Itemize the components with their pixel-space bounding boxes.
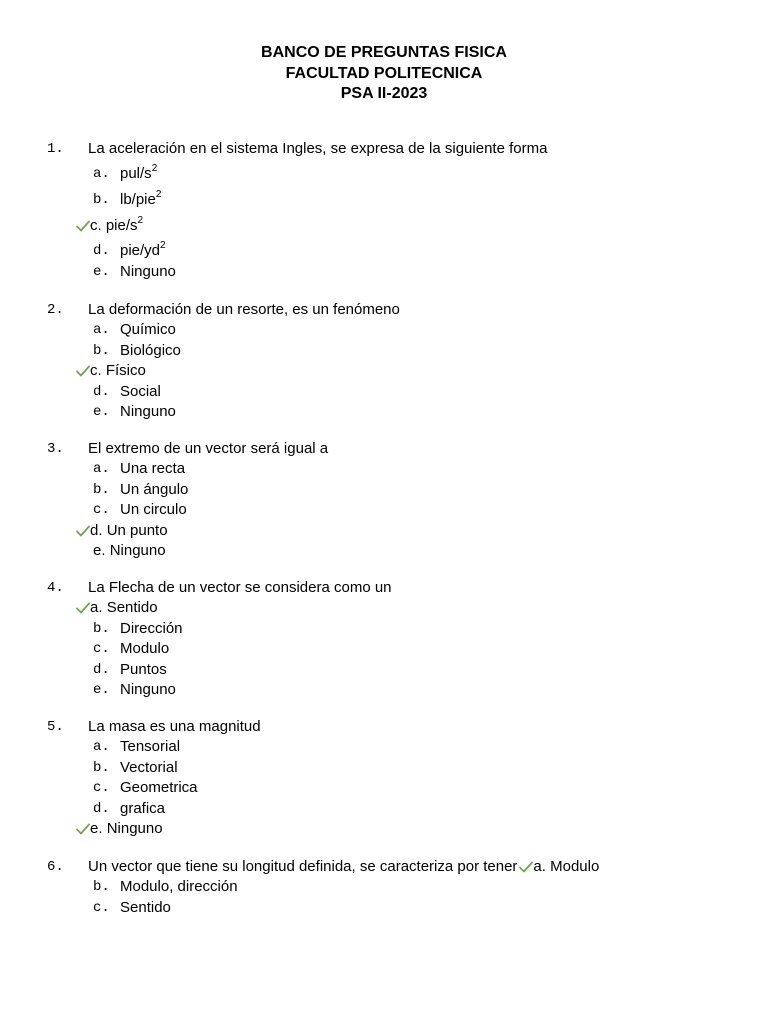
- option-text: pie/yd: [120, 242, 161, 260]
- option-text: Ninguno: [120, 262, 176, 280]
- option-letter: d.: [93, 383, 110, 400]
- option-superscript: 2: [137, 214, 144, 226]
- question-text: [88, 139, 547, 159]
- question-number: 3.: [47, 441, 64, 457]
- option-letter: c.: [93, 780, 110, 797]
- correct-answer: [76, 521, 168, 541]
- option-letter: d.: [93, 243, 110, 260]
- option-text: pul/s: [120, 165, 152, 183]
- option-letter: e.: [93, 541, 106, 559]
- question-block: [0, 857, 768, 918]
- question-line: [0, 717, 768, 737]
- option-text-wrap: [120, 758, 178, 778]
- correct-answer: [76, 361, 146, 381]
- option-letter: e.: [93, 681, 110, 698]
- checkmark-icon: [519, 861, 533, 873]
- option-text-wrap: [120, 877, 238, 897]
- option-letter: b.: [93, 481, 110, 498]
- option-text: lb/pie: [120, 190, 156, 208]
- answer-option: [0, 758, 768, 778]
- question-line: [0, 300, 768, 320]
- question-line: [0, 578, 768, 598]
- option-letter: a.: [533, 858, 546, 875]
- answer-option: [0, 877, 768, 897]
- option-text-wrap: [120, 660, 167, 680]
- option-letter: b.: [93, 759, 110, 776]
- question-text-content: La deformación de un resorte, es un fenómeno: [88, 301, 400, 318]
- inline-correct-option: [519, 857, 599, 877]
- question-text-content: La masa es una magnitud: [88, 718, 261, 735]
- option-text-wrap: [120, 459, 185, 479]
- answer-option: [0, 262, 768, 282]
- option-letter: c.: [90, 216, 102, 234]
- option-letter: e.: [90, 819, 103, 837]
- option-text: Químico: [120, 321, 176, 339]
- question-number: 1.: [47, 141, 64, 157]
- option-letter: b.: [93, 620, 110, 637]
- option-text-wrap: [120, 898, 171, 918]
- option-text: Ninguno: [120, 402, 176, 420]
- checkmark-icon: [76, 365, 90, 377]
- answer-option: [0, 598, 768, 618]
- answer-option: [0, 778, 768, 798]
- option-text-wrap: [120, 382, 161, 402]
- option-text: Ninguno: [120, 680, 176, 698]
- option-letter: c.: [93, 641, 110, 658]
- answer-option: [0, 660, 768, 680]
- checkmark-icon: [76, 602, 90, 614]
- option-text-wrap: [120, 778, 198, 798]
- header-faculty: FACULTAD POLITECNICA: [285, 64, 483, 82]
- question-line: [0, 139, 768, 159]
- option-letter: d.: [93, 800, 110, 817]
- option-text: Modulo, dirección: [120, 878, 238, 896]
- option-letter: d.: [93, 661, 110, 678]
- answer-plain: [93, 541, 166, 561]
- answer-option: [0, 898, 768, 918]
- answer-option: [0, 185, 768, 211]
- checkmark-icon: [76, 525, 90, 537]
- checkmark-icon: [76, 823, 90, 835]
- question-block: [0, 300, 768, 422]
- option-text-wrap: [120, 799, 165, 819]
- document-header: [0, 43, 768, 105]
- option-text-wrap: [120, 639, 169, 659]
- question-block: [0, 717, 768, 839]
- option-superscript: 2: [155, 188, 162, 200]
- answer-option: [0, 737, 768, 757]
- option-text: Puntos: [120, 660, 167, 678]
- answer-option: [0, 819, 768, 839]
- option-text: grafica: [120, 799, 166, 817]
- question-text: [88, 717, 261, 737]
- answer-option: [0, 619, 768, 639]
- header-period: PSA II-2023: [340, 85, 428, 102]
- option-text-wrap: [120, 500, 187, 520]
- answer-option: [0, 480, 768, 500]
- header-title: BANCO DE PREGUNTAS FISICA: [261, 44, 507, 61]
- answer-option: [0, 799, 768, 819]
- option-text: Un circulo: [120, 501, 187, 519]
- option-text: Geometrica: [120, 779, 198, 797]
- option-text: Dirección: [120, 619, 183, 637]
- option-letter: a.: [93, 739, 110, 756]
- question-number: 5.: [47, 719, 64, 735]
- option-superscript: 2: [160, 240, 166, 252]
- question-text: [88, 857, 599, 877]
- option-letter: c.: [90, 362, 102, 380]
- option-text: Tensorial: [120, 738, 181, 756]
- question-text: [88, 439, 328, 459]
- option-text-wrap: [120, 737, 180, 757]
- question-number: 2.: [47, 302, 64, 318]
- option-text-wrap: [120, 262, 176, 282]
- question-number: 6.: [47, 859, 64, 875]
- question-text-content: La aceleración en el sistema Ingles, se expresa de la siguiente forma: [88, 140, 548, 157]
- option-text: Sentido: [120, 898, 171, 916]
- answer-option: [0, 402, 768, 422]
- option-text: Biológico: [120, 341, 181, 359]
- option-text: Un punto: [106, 521, 168, 539]
- question-block: [0, 578, 768, 700]
- option-text: Físico: [105, 362, 146, 380]
- option-superscript: 2: [151, 163, 158, 175]
- option-letter: b.: [93, 342, 110, 359]
- question-line: [0, 857, 768, 877]
- option-text: Vectorial: [120, 758, 178, 776]
- question-text: [88, 578, 392, 598]
- option-text: pie/s: [105, 216, 138, 234]
- option-letter: b.: [93, 879, 110, 896]
- option-text-wrap: [120, 619, 183, 639]
- option-text: Una recta: [120, 460, 186, 478]
- correct-answer: [76, 598, 158, 618]
- option-letter: a.: [90, 599, 103, 617]
- answer-option: [0, 680, 768, 700]
- answer-option: [0, 211, 768, 237]
- question-text-content: Un vector que tiene su longitud definida, se caracteriza por tener: [88, 858, 518, 875]
- option-text: Ninguno: [109, 541, 166, 559]
- option-letter: e.: [93, 263, 110, 280]
- answer-option: [0, 361, 768, 381]
- answer-option: [0, 500, 768, 520]
- question-text-content: El extremo de un vector será igual a: [88, 440, 329, 457]
- option-letter: b.: [93, 191, 110, 208]
- option-text: Modulo: [120, 640, 170, 658]
- option-letter: d.: [90, 521, 103, 539]
- answer-option: [0, 159, 768, 185]
- option-text: Modulo: [550, 858, 600, 875]
- checkmark-icon: [76, 220, 90, 232]
- answer-option: [0, 341, 768, 361]
- answer-option: [0, 541, 768, 561]
- question-number: 4.: [47, 580, 64, 596]
- option-text-wrap: [120, 320, 176, 340]
- option-text: Un ángulo: [120, 480, 189, 498]
- option-text-wrap: [120, 680, 176, 700]
- option-text: Sentido: [106, 599, 158, 617]
- answer-option: [0, 639, 768, 659]
- answer-option: [0, 459, 768, 479]
- question-block: [0, 139, 768, 282]
- option-letter: a.: [93, 322, 110, 339]
- option-letter: a.: [93, 166, 110, 183]
- answer-option: [0, 236, 768, 262]
- question-line: [0, 439, 768, 459]
- question-text-content: La Flecha de un vector se considera como un: [88, 579, 392, 596]
- option-text: Social: [120, 382, 161, 400]
- question-text: [88, 300, 400, 320]
- answer-option: [0, 320, 768, 340]
- option-letter: e.: [93, 403, 110, 420]
- option-text-wrap: [120, 480, 188, 500]
- answer-option: [0, 382, 768, 402]
- option-text: Ninguno: [106, 819, 163, 837]
- option-letter: c.: [93, 899, 110, 916]
- option-letter: c.: [93, 502, 110, 519]
- answer-option: [0, 521, 768, 541]
- option-text-wrap: [120, 341, 181, 361]
- option-letter: a.: [93, 461, 110, 478]
- correct-answer: [76, 819, 163, 839]
- question-block: [0, 439, 768, 561]
- option-text-wrap: [120, 402, 176, 422]
